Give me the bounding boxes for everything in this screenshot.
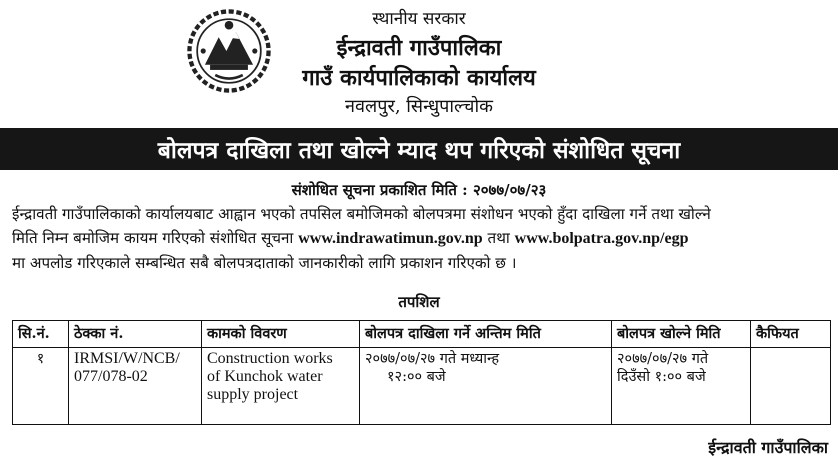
- website-link-municipality[interactable]: www.indrawatimun.gov.np: [298, 230, 483, 247]
- table-row: [13, 348, 831, 425]
- notice-paragraph: [12, 202, 828, 275]
- cell-contract-no: IRMSI/W/NCB/ 077/078-02: [69, 348, 202, 425]
- col-header-remarks: कैफियत: [751, 321, 831, 348]
- paragraph-line-2: मिति निम्न बमोजिम कायम गरिएको संशोधित सूचना www.indrawatimun.gov.np तथा www.bolpatra.gov.np/egp: [12, 229, 689, 247]
- header-municipality-name: ईन्द्रावती गाउँपालिका: [336, 35, 502, 61]
- col-header-description: कामको विवरण: [202, 321, 360, 348]
- paragraph-line-3: मा अपलोड गरिएकाले सम्बन्धित सबै बोलपत्रदाताको जानकारीको लागि प्रकाशन गरिएको छ ।: [12, 254, 517, 272]
- cell-description: Construction works of Kunchok water supply project: [202, 348, 360, 425]
- cell-remarks: [751, 348, 831, 425]
- published-date: संशोधित सूचना प्रकाशित मिति : २०७७/०७/२३: [291, 181, 547, 199]
- schedule-title: तपशिल: [398, 293, 440, 311]
- col-header-submission-deadline: बोलपत्र दाखिला गर्ने अन्तिम मिति: [360, 321, 612, 348]
- cell-sn: १: [13, 348, 69, 425]
- col-header-contract-no: ठेक्का नं.: [69, 321, 202, 348]
- header-address: नवलपुर, सिन्धुपाल्चोक: [345, 96, 493, 117]
- footer-signature: ईन्द्रावती गाउँपालिका: [708, 438, 828, 457]
- header-office-name: गाउँ कार्यपालिकाको कार्यालय: [302, 65, 536, 91]
- col-header-opening-date: बोलपत्र खोल्ने मिति: [612, 321, 751, 348]
- cell-opening-date: २०७७/०७/२७ गते दिउँसो १:०० बजे: [612, 348, 751, 425]
- cell-submission-deadline: २०७७/०७/२७ गते मध्यान्ह १२:०० बजे: [360, 348, 612, 425]
- notice-title-banner: [0, 128, 838, 170]
- col-header-sn: सि.नं.: [13, 321, 69, 348]
- website-link-bolpatra[interactable]: www.bolpatra.gov.np/egp: [514, 230, 689, 247]
- notice-title: बोलपत्र दाखिला तथा खोल्ने म्याद थप गरिएको संशोधित सूचना: [157, 137, 681, 164]
- header-line-local-government: स्थानीय सरकार: [372, 9, 466, 29]
- schedule-table: [12, 320, 831, 425]
- table-header-row: [13, 321, 831, 348]
- paragraph-line-1: ईन्द्रावती गाउँपालिकाको कार्यालयबाट आह्वान भएको तपसिल बमोजिमको बोलपत्रमा संशोधन भएको हुँदा दाखिला गर्ने तथा खोल्ने: [12, 205, 711, 223]
